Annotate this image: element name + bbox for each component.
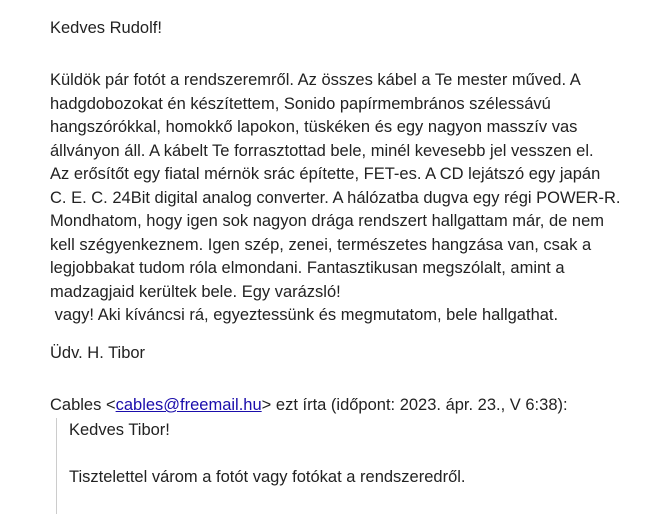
paragraph-line: állványon áll. A kábelt Te forrasztottad bele, minél kevesebb jel vesszen el. — [50, 141, 594, 160]
attribution-prefix: Cables < — [50, 396, 116, 414]
email-signature: Üdv. H. Tibor — [50, 344, 146, 362]
paragraph-line: madzagjaid kerültek bele. Egy varázsló! — [50, 282, 341, 301]
paragraph-line: vagy! Aki kíváncsi rá, egyeztessünk és megmutatom, bele hallgathat. — [50, 306, 559, 324]
paragraph-line: kell szégyenkeznem. Igen szép, zenei, természetes hangzása van, csak a — [50, 235, 592, 254]
paragraph-line: hangszórókkal, homokkő lapokon, tüskéken és egy nagyon masszív vas — [50, 118, 578, 136]
sender-email-link[interactable]: cables@freemail.hu — [115, 396, 262, 414]
paragraph-line: Küldök pár fotót a rendszeremről. Az összes kábel a Te mester műved. A — [50, 71, 581, 89]
email-paragraph — [50, 69, 650, 328]
paragraph-line: legjobbakat tudom róla elmondani. Fantasztikusan megszólalt, amint a — [50, 259, 565, 277]
paragraph-line: Az erősítőt egy fiatal mérnök srác építette, FET-es. A CD lejátszó egy japán — [50, 165, 601, 183]
quoted-greeting: Kedves Tibor! — [69, 421, 170, 439]
quote-attribution — [50, 395, 568, 416]
attribution-suffix: > ezt írta (időpont: 2023. ápr. 23., V 6:38): — [261, 396, 568, 414]
email-greeting: Kedves Rudolf! — [50, 19, 162, 37]
paragraph-line: hadgdobozokat én készítettem, Sonido papírmembrános szélessávú — [50, 94, 551, 113]
quoted-message — [56, 418, 637, 514]
paragraph-line: Mondhatom, hogy igen sok nagyon drága rendszert hallgattam már, de nem — [50, 212, 604, 230]
quoted-text: Tisztelettel várom a fotót vagy fotókat a rendszeredről. — [69, 468, 466, 486]
paragraph-line: C. E. C. 24Bit digital analog converter. A hálózatba dugva egy régi POWER-R. — [50, 188, 621, 207]
